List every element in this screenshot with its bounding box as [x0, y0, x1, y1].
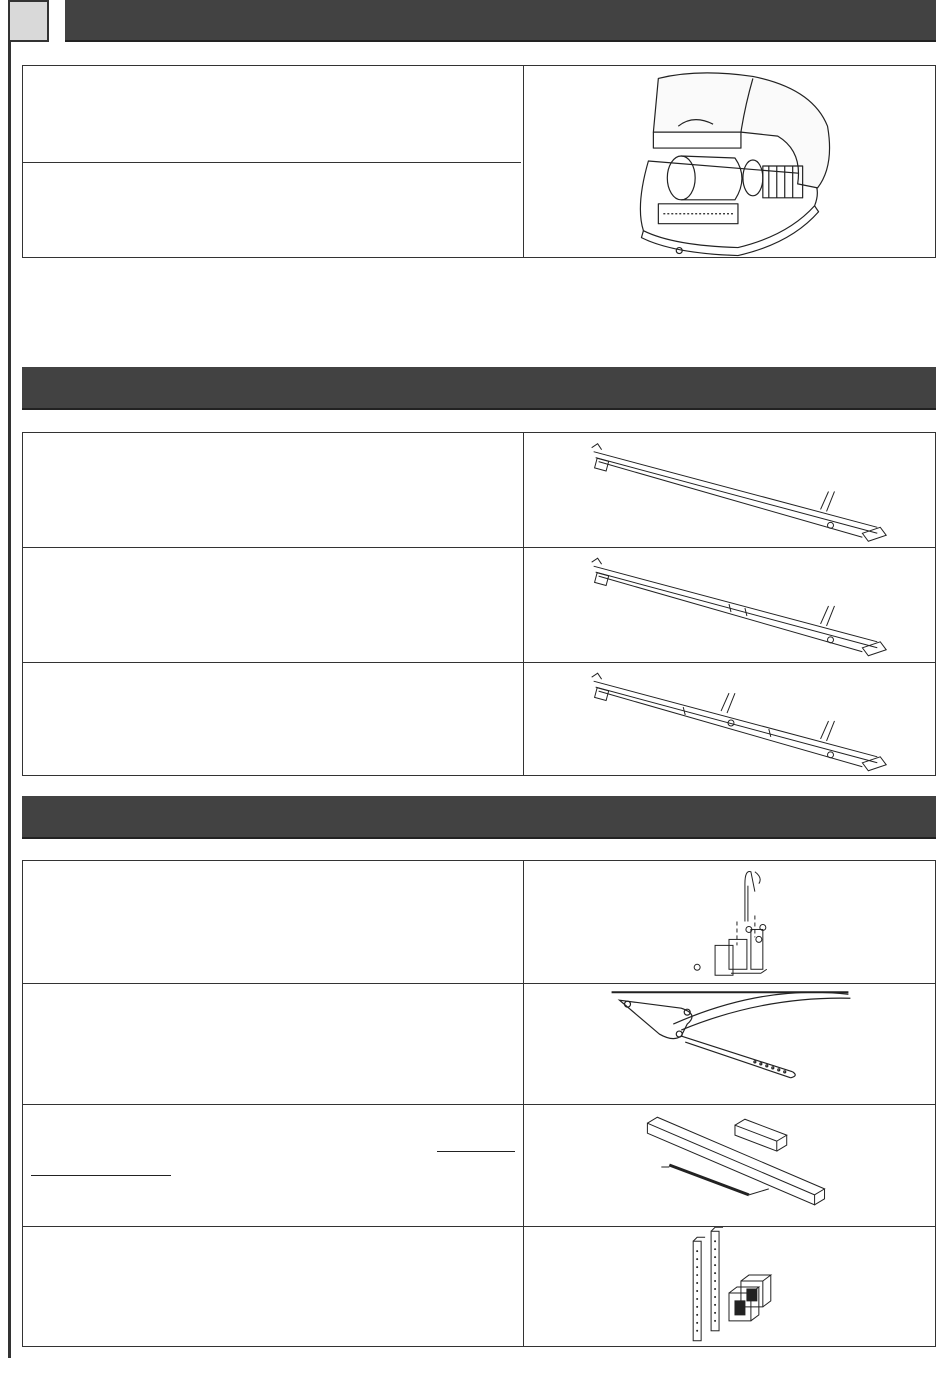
row-text: [23, 984, 523, 1104]
rail-table: [22, 432, 936, 776]
table-row: [23, 662, 935, 776]
table-row: [23, 983, 935, 1104]
row-text: [23, 433, 523, 547]
rail-extension-illustration: [524, 1105, 935, 1226]
table-row: [23, 547, 935, 662]
table-row: [23, 66, 521, 162]
motor-unit-illustration: [524, 66, 935, 257]
table-row: [23, 1104, 935, 1226]
rail-one-piece-illustration: [524, 433, 935, 547]
table-row: [23, 433, 935, 547]
section-title-band: [65, 0, 936, 42]
left-margin-rule: [8, 40, 11, 1358]
row-text: [23, 548, 523, 662]
rail-two-piece-illustration: [524, 548, 935, 662]
underline: [437, 1151, 515, 1152]
row-text: [23, 163, 523, 258]
row-text: [23, 66, 523, 162]
curved-arm-illustration: [524, 984, 935, 1104]
page-number-box: [8, 0, 49, 42]
section-band: [22, 796, 936, 839]
accessories-table: [22, 860, 936, 1347]
row-text: [23, 1105, 523, 1226]
table-row: [23, 1226, 935, 1347]
rail-three-piece-illustration: [524, 663, 935, 776]
table-row: [23, 861, 935, 983]
row-text: [23, 861, 523, 983]
underline: [31, 1175, 171, 1176]
row-text: [23, 663, 523, 776]
motor-table: [22, 65, 936, 258]
mounting-brackets-illustration: [524, 1227, 935, 1347]
section-band: [22, 367, 936, 410]
row-text: [23, 1227, 523, 1347]
door-bracket-illustration: [524, 861, 935, 983]
table-row: [23, 162, 521, 258]
